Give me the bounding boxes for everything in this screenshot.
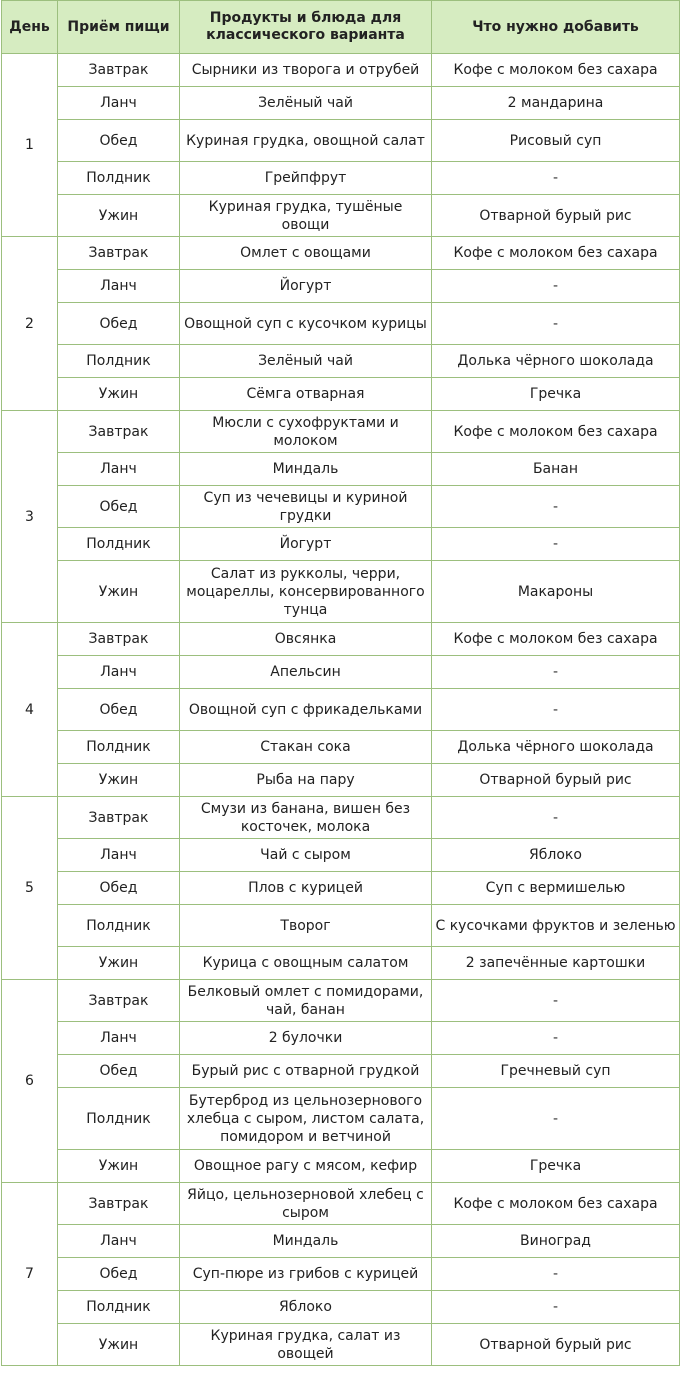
meal-cell: Ужин [58,1324,180,1366]
day-cell: 2 [2,237,58,411]
meal-cell: Завтрак [58,797,180,839]
food-cell: 2 булочки [180,1022,432,1055]
header-row [2,1,680,54]
table-row [2,87,680,120]
food-cell: Курица с овощным салатом [180,947,432,980]
meal-cell: Ланч [58,839,180,872]
table-row [2,486,680,528]
table-row [2,839,680,872]
table-row [2,764,680,797]
add-cell: Кофе с молоком без сахара [432,411,680,453]
meal-cell: Ланч [58,656,180,689]
table-row [2,1258,680,1291]
food-cell: Яблоко [180,1291,432,1324]
table-row [2,528,680,561]
food-cell: Омлет с овощами [180,237,432,270]
meal-cell: Ужин [58,195,180,237]
food-cell: Бурый рис с отварной грудкой [180,1055,432,1088]
table-row [2,54,680,87]
food-cell: Яйцо, цельнозерновой хлебец с сыром [180,1183,432,1225]
add-cell: Макароны [432,561,680,623]
food-cell: Сырники из творога и отрубей [180,54,432,87]
day-cell: 5 [2,797,58,980]
food-cell: Йогурт [180,270,432,303]
table-row [2,303,680,345]
meal-plan-table [1,0,680,1366]
add-cell: - [432,270,680,303]
table-row [2,731,680,764]
add-cell: Кофе с молоком без сахара [432,54,680,87]
meal-cell: Ужин [58,764,180,797]
add-cell: Кофе с молоком без сахара [432,1183,680,1225]
meal-cell: Завтрак [58,980,180,1022]
header-food: Продукты и блюда для классического варианта [180,1,432,54]
add-cell: Виноград [432,1225,680,1258]
table-row [2,378,680,411]
add-cell: - [432,162,680,195]
table-row [2,561,680,623]
table-row [2,453,680,486]
food-cell: Овощное рагу с мясом, кефир [180,1150,432,1183]
food-cell: Суп из чечевицы и куриной грудки [180,486,432,528]
food-cell: Апельсин [180,656,432,689]
add-cell: - [432,689,680,731]
table-row [2,345,680,378]
table-row [2,1291,680,1324]
food-cell: Чай с сыром [180,839,432,872]
meal-cell: Полдник [58,1088,180,1150]
meal-cell: Завтрак [58,237,180,270]
header-add: Что нужно добавить [432,1,680,54]
add-cell: - [432,1088,680,1150]
add-cell: - [432,1022,680,1055]
table-row [2,237,680,270]
meal-cell: Полдник [58,528,180,561]
food-cell: Рыба на пару [180,764,432,797]
add-cell: Кофе с молоком без сахара [432,623,680,656]
food-cell: Овсянка [180,623,432,656]
meal-cell: Ужин [58,1150,180,1183]
table-row [2,872,680,905]
meal-cell: Полдник [58,162,180,195]
add-cell: 2 мандарина [432,87,680,120]
table-row [2,120,680,162]
meal-cell: Ланч [58,270,180,303]
table-row [2,1022,680,1055]
table-row [2,947,680,980]
meal-cell: Обед [58,120,180,162]
food-cell: Белковый омлет с помидорами, чай, банан [180,980,432,1022]
meal-cell: Обед [58,689,180,731]
table-body [2,54,680,1366]
add-cell: - [432,797,680,839]
table-row [2,980,680,1022]
add-cell: - [432,1291,680,1324]
food-cell: Зелёный чай [180,345,432,378]
meal-cell: Обед [58,303,180,345]
add-cell: - [432,528,680,561]
food-cell: Овощной суп с фрикадельками [180,689,432,731]
food-cell: Йогурт [180,528,432,561]
table-header [2,1,680,54]
table-row [2,1150,680,1183]
header-day: День [2,1,58,54]
add-cell: Отварной бурый рис [432,195,680,237]
table-row [2,689,680,731]
add-cell: Гречневый суп [432,1055,680,1088]
food-cell: Суп-пюре из грибов с курицей [180,1258,432,1291]
day-cell: 6 [2,980,58,1183]
day-cell: 1 [2,54,58,237]
food-cell: Миндаль [180,453,432,486]
food-cell: Стакан сока [180,731,432,764]
meal-cell: Обед [58,872,180,905]
table-row [2,1324,680,1366]
meal-cell: Полдник [58,345,180,378]
add-cell: Банан [432,453,680,486]
food-cell: Плов с курицей [180,872,432,905]
meal-cell: Ужин [58,378,180,411]
add-cell: Гречка [432,378,680,411]
food-cell: Куриная грудка, овощной салат [180,120,432,162]
add-cell: Долька чёрного шоколада [432,345,680,378]
add-cell: Кофе с молоком без сахара [432,237,680,270]
table-row [2,1088,680,1150]
day-cell: 7 [2,1183,58,1366]
meal-cell: Ланч [58,1022,180,1055]
food-cell: Миндаль [180,1225,432,1258]
meal-cell: Полдник [58,905,180,947]
food-cell: Куриная грудка, салат из овощей [180,1324,432,1366]
meal-cell: Завтрак [58,623,180,656]
meal-cell: Ланч [58,453,180,486]
table-row [2,1183,680,1225]
meal-cell: Обед [58,1258,180,1291]
add-cell: Гречка [432,1150,680,1183]
meal-cell: Ланч [58,1225,180,1258]
food-cell: Грейпфрут [180,162,432,195]
table-row [2,1225,680,1258]
table-row [2,797,680,839]
food-cell: Салат из рукколы, черри, моцареллы, консервированного тунца [180,561,432,623]
table-row [2,411,680,453]
table-row [2,1055,680,1088]
table-row [2,656,680,689]
day-cell: 4 [2,623,58,797]
food-cell: Творог [180,905,432,947]
meal-cell: Ужин [58,947,180,980]
food-cell: Зелёный чай [180,87,432,120]
add-cell: - [432,303,680,345]
meal-cell: Полдник [58,1291,180,1324]
add-cell: Рисовый суп [432,120,680,162]
add-cell: Долька чёрного шоколада [432,731,680,764]
food-cell: Овощной суп с кусочком курицы [180,303,432,345]
add-cell: 2 запечённые картошки [432,947,680,980]
day-cell: 3 [2,411,58,623]
table-row [2,905,680,947]
food-cell: Куриная грудка, тушёные овощи [180,195,432,237]
meal-cell: Обед [58,486,180,528]
add-cell: Суп с вермишелью [432,872,680,905]
meal-cell: Завтрак [58,54,180,87]
food-cell: Бутерброд из цельнозернового хлебца с сыром, листом салата, помидором и ветчиной [180,1088,432,1150]
add-cell: Яблоко [432,839,680,872]
meal-cell: Завтрак [58,1183,180,1225]
meal-cell: Ланч [58,87,180,120]
food-cell: Смузи из банана, вишен без косточек, молока [180,797,432,839]
meal-cell: Обед [58,1055,180,1088]
meal-cell: Ужин [58,561,180,623]
add-cell: Отварной бурый рис [432,1324,680,1366]
table-row [2,623,680,656]
meal-cell: Полдник [58,731,180,764]
table-row [2,270,680,303]
add-cell: - [432,656,680,689]
food-cell: Мюсли с сухофруктами и молоком [180,411,432,453]
add-cell: - [432,1258,680,1291]
meal-cell: Завтрак [58,411,180,453]
header-meal: Приём пищи [58,1,180,54]
table-row [2,162,680,195]
add-cell: Отварной бурый рис [432,764,680,797]
food-cell: Сёмга отварная [180,378,432,411]
add-cell: - [432,486,680,528]
add-cell: С кусочками фруктов и зеленью [432,905,680,947]
add-cell: - [432,980,680,1022]
table-row [2,195,680,237]
